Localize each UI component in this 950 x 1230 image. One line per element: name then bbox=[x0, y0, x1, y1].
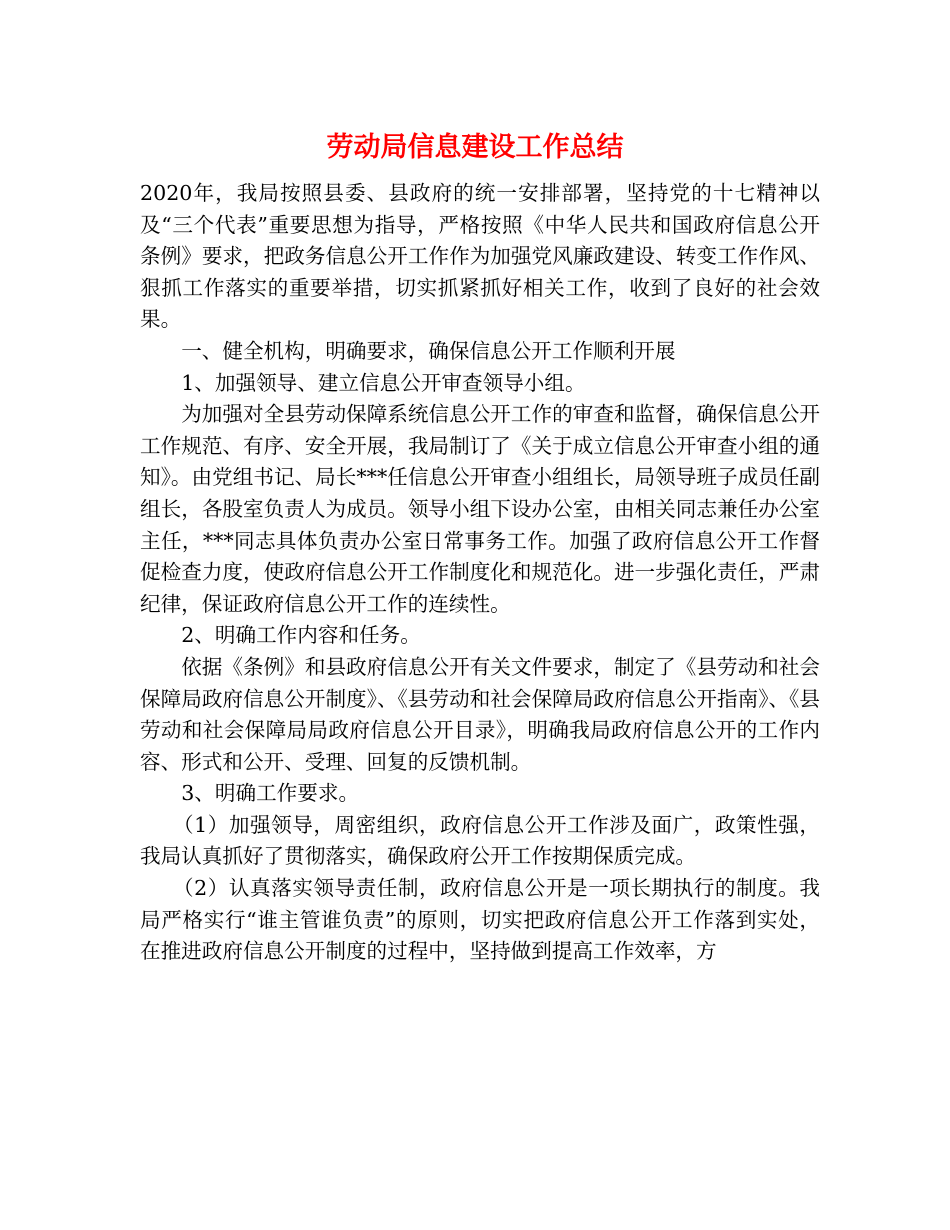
paragraph-intro: 2020年，我局按照县委、县政府的统一安排部署，坚持党的十七精神以及“三个代表”重要思想为指导，严格按照《中华人民共和国政府信息公开条例》要求，把政务信息公开工作作为加强党风廉政建设、转变工作作风、狠抓工作落实的重要举措，切实抓紧抓好相关工作，收到了良好的社会效果。 bbox=[140, 181, 820, 332]
subheading-3: 3、明确工作要求。 bbox=[181, 781, 360, 806]
subheading-1: 1、加强领导、建立信息公开审查领导小组。 bbox=[181, 370, 586, 395]
paragraph-1: 为加强对全县劳动保障系统信息公开工作的审查和监督，确保信息公开工作规范、有序、安全开展，我局制订了《关于成立信息公开审查小组的通知》。由党组书记、局长***任信息公开审查小组组长，局领导班子成员任副组长，各股室负责人为成员。领导小组下设办公室，由相关同志兼任办公室主任，***同志具体负责办公室日常事务工作。加强了政府信息公开工作督促检查力度，使政府信息公开工作制度化和规范化。进一步强化责任，严肃纪律，保证政府信息公开工作的连续性。 bbox=[140, 402, 820, 616]
document-body bbox=[140, 178, 820, 968]
paragraph-3-1: （1）加强领导，周密组织，政府信息公开工作涉及面广，政策性强，我局认真抓好了贯彻落实，确保政府公开工作按期保质完成。 bbox=[140, 812, 820, 869]
paragraph-3-2: （2）认真落实领导责任制，政府信息公开是一项长期执行的制度。我局严格实行“谁主管谁负责”的原则，切实把政府信息公开工作落到实处，在推进政府信息公开制度的过程中，坚持做到提高工作效率，方 bbox=[140, 876, 820, 964]
subheading-2: 2、明确工作内容和任务。 bbox=[181, 623, 421, 648]
section-heading-1: 一、健全机构，明确要求，确保信息公开工作顺利开展 bbox=[181, 338, 676, 363]
document-title: 劳动局信息建设工作总结 bbox=[326, 132, 624, 163]
paragraph-2: 依据《条例》和县政府信息公开有关文件要求，制定了《县劳动和社会保障局政府信息公开制度》、《县劳动和社会保障局政府信息公开指南》、《县劳动和社会保障局局政府信息公开目录》，明确我局政府信息公开的工作内容、形式和公开、受理、回复的反馈机制。 bbox=[140, 654, 820, 774]
